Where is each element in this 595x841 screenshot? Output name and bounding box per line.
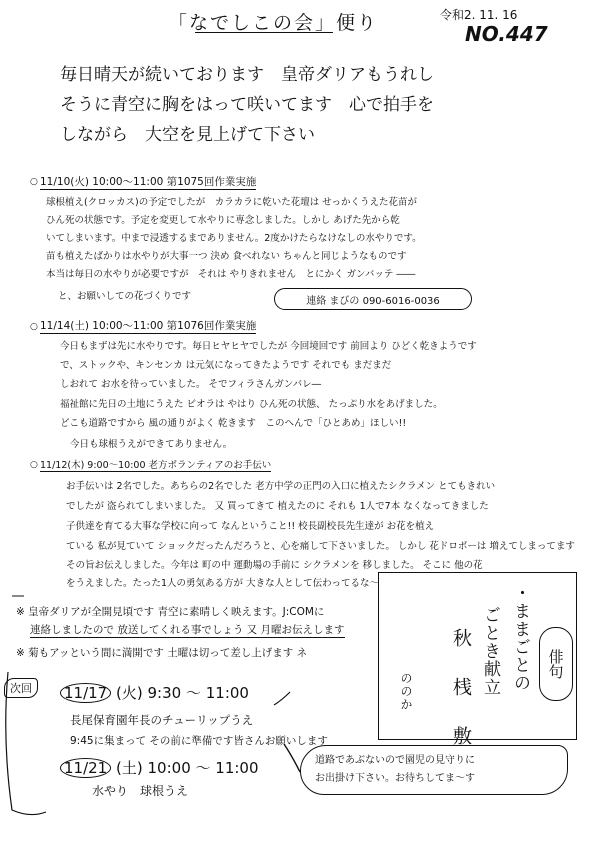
schedule-day-2: (土) [116,759,143,777]
haiku-line-1: ・ままごとの [510,584,530,692]
section2-line-3: しおれて お水を待っていました。 そでフィラさんガンバレ― [60,379,322,390]
section3-line-2: でしたが 盗られてしまいました。 又 買ってきて 植えたのに それも 1人で7本 なくなってきました [66,501,489,512]
section1-line-5: 本当は毎日の水やりが必要ですが それは やりきれません とにかく ガンバッテ ―― [46,269,416,280]
section2-line-2: で、ストックや、キンセンカ は元気になってきたようです それでも まだまだ [60,360,392,371]
schedule-date-2: 11/21 [60,758,111,778]
haiku-author: ののか [399,672,413,711]
section3-line-6: をうえました。たった1人の勇気ある方が 大きな人として伝わってるな～ [66,578,379,589]
lead-line-2: そうに青空に胸をはって咲いてます 心で拍手を [60,95,434,115]
schedule-curl [274,692,290,705]
bubble-line-2: お出掛け下さい。お待ちしてま～す [315,773,475,784]
section1-bullet: ○ [30,177,38,187]
section1-line-2: ひん死の状態です。予定を変更して水やりに専念しました。しかし あげた先から乾 [46,215,400,226]
haiku-line-3: 秋 桟 敷 [450,628,472,749]
section3-line-1: お手伝いは 2名でした。あちらの2名でした 老方中学の正門の入口に植えたシクラメン とてもきれい [66,481,496,492]
section2-line-4: 福祉館に先日の土地にうえた ビオラは やはり ひん死の状態、 たっぷり水をあげました。 [60,399,443,410]
next-session-label: 次回 [4,678,38,698]
bubble-line-1: 道路であぶないので園児の見守りに [315,755,475,766]
section2-bullet: ○ [30,322,38,332]
note-2: 連絡しましたので 放送してくれる事でしょう 又 月曜お伝えします [30,624,345,636]
section3-heading: 11/12(木) 9:00～10:00 老方ボランティアのお手伝い [40,457,271,472]
schedule-desc-1: 長尾保育園年長のチューリップうえ [70,713,254,727]
schedule-desc-2: 9:45に集まって その前に準備です皆さんお願いします [70,735,328,747]
section3-bullet: ○ [30,460,38,470]
note-1: ※ 皇帝ダリアが全開見頃です 青空に素晴しく映えます。J:COMに [16,606,325,618]
bubble-tail [284,744,300,772]
section3-line-4: ている 私が見ていて ショックだったんだろうと、心を痛して下さいました。 しかし 花ドロボーは 増えてしまってます [66,541,575,552]
section1-heading: 11/10(火) 10:00～11:00 第1075回作業実施 [40,176,257,188]
section1-line-1: 球根植え(クロッカス)の予定でしたが カラカラに乾いた花壇は せっかくうえた花苗が [46,197,418,208]
schedule-time-2: 10:00 ～ 11:00 [147,759,259,777]
note-3: ※ 菊もアッという間に満開です 土曜は切って差し上げます ネ [16,647,308,659]
contact-box: 連絡 まびの 090-6016-0036 [274,288,472,310]
schedule-time-1: 9:30 ～ 11:00 [147,684,249,702]
schedule-desc-3: 水やり 球根うえ [92,784,189,798]
section3-line-3: 子供達を育てる大事な学校に向って なんということ!! 校長副校長先生達が お花を植え [66,521,435,532]
schedule-day-1: (火) [116,684,143,702]
section1-line-3: いてしまいます。中まで浸透するまでありません。2度かけたらなけなしの水やりです。 [46,233,422,244]
section2-line-1: 今日もまずは先に水やりです。毎日ヒヤヒヤでしたが 今回境回です 前回より ひどく乾きようです [60,341,477,352]
section1-line-4: 苗も植えたばかりは水やりが大事一つ 決め 食べれない ちゃんと同じようなものです [46,251,407,262]
haiku-line-2: ごとき献立 [480,606,500,696]
schedule-bracket [6,672,46,815]
section3-line-5: その旨お伝えしました。今年は 町の中 運動場の手前に シクラメンを 移しました。 そこに 他の花 [66,560,483,571]
lead-line-1: 毎日晴天が続いております 皇帝ダリアもうれし [60,65,434,85]
haiku-badge-label: 俳句 [546,649,565,679]
lead-line-3: しながら 大空を見上げて下さい [60,125,315,145]
newsletter-title: 「なでしこの会」便り [168,12,379,34]
schedule-date-1: 11/17 [60,683,111,703]
issue-date: 令和2. 11. 16 [440,8,518,22]
section2-line-5: どこも道路ですから 風の通りがよく 乾きます このへんで「ひとあめ」ほしい!! [60,418,407,429]
issue-number: NO.447 [465,22,548,46]
section2-heading: 11/14(土) 10:00～11:00 第1076回作業実施 [40,320,257,332]
section2-line-6: 今日も球根うえができてありません。 [70,439,233,450]
section1-line-6: と、お願いしての花づくりです [58,291,192,302]
